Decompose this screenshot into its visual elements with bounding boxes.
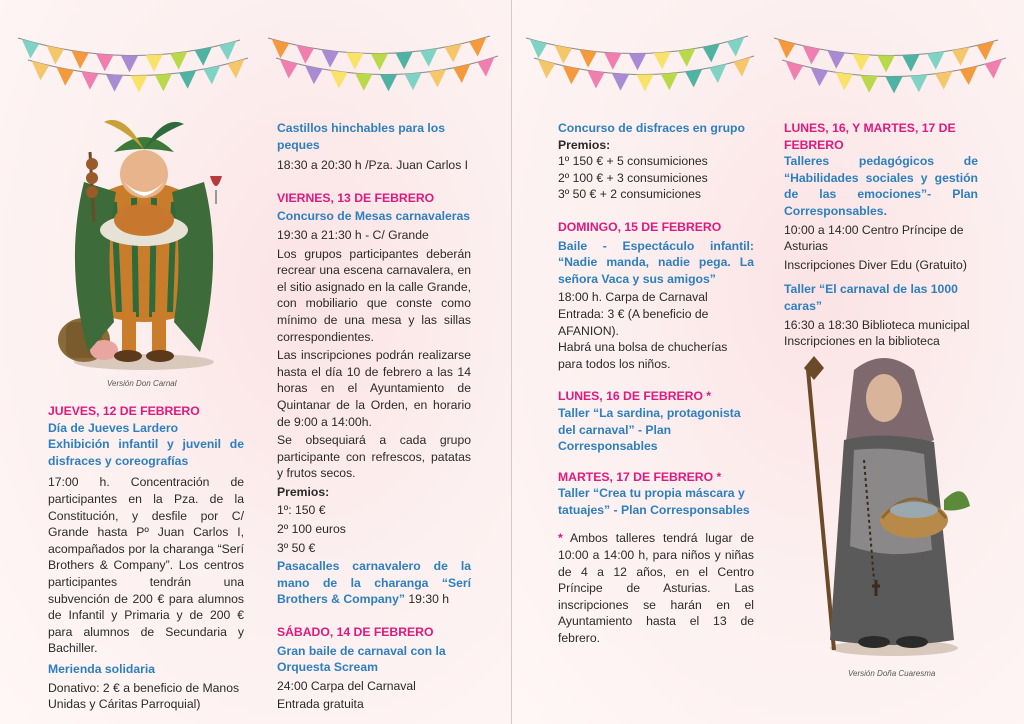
bunting-flag xyxy=(786,61,803,80)
bunting-flag xyxy=(330,70,347,88)
date-viernes: VIERNES, 13 DE FEBRERO xyxy=(277,190,435,205)
bunting-flag xyxy=(685,69,702,87)
date-lunes-martes: LUNES, 16, Y MARTES, 17 DE FEBRERO xyxy=(784,121,956,152)
bunting-flag xyxy=(538,59,555,78)
bunting-flag xyxy=(130,75,147,92)
bunting-flag xyxy=(734,57,751,76)
prize-item: 1º 150 € + 5 consumiciones xyxy=(558,154,708,169)
bunting-flag xyxy=(355,73,372,91)
talleres-inscripciones: Inscripciones Diver Edu (Gratuito) xyxy=(784,257,967,272)
date-martes: MARTES, 17 DE FEBRERO * xyxy=(558,469,722,484)
bunting-flag xyxy=(321,50,338,68)
event-taller-sardina: Taller “La sardina, protagonista del carnaval” - Plan Corresponsables xyxy=(558,405,741,454)
bunting-flag xyxy=(555,45,572,64)
event-taller-mascara: Taller “Crea tu propia máscara y tatuajes” - Plan Corresponsables xyxy=(558,486,750,517)
bunting-flag xyxy=(469,37,486,56)
bunting-flag xyxy=(106,74,123,91)
bunting-flag xyxy=(612,73,629,91)
mesas-paragraph-1: Los grupos participantes deberán recrear una escena carnavalera, en el sitio asignado en la calle Grande, con mobiliario que conste como mínimo de una mesa y las sillas correspondientes. xyxy=(277,246,471,344)
bunting-flag xyxy=(604,52,621,69)
bunting-flag xyxy=(860,75,877,93)
bunting-flag xyxy=(396,52,413,70)
baile-infantil-note: Habrá una bolsa de chucherías para todos los niños. xyxy=(558,340,728,371)
bunting-flag xyxy=(228,59,245,78)
bunting-flag xyxy=(380,74,397,91)
event-exhibicion: Exhibición infantil y juvenil de disfraces y coreografías xyxy=(48,437,244,468)
bunting-flag xyxy=(952,47,969,66)
event-taller-1000-caras: Taller “El carnaval de las 1000 caras” xyxy=(784,282,958,313)
date-lunes: LUNES, 16 DE FEBRERO * xyxy=(558,389,712,404)
taller3-inscripciones: Inscripciones en la biblioteca xyxy=(784,334,940,349)
bunting-flag xyxy=(297,45,314,64)
event-mesas: Concurso de Mesas carnavaleras xyxy=(277,209,471,224)
bunting-flag xyxy=(121,55,138,72)
bunting-flag xyxy=(902,54,919,71)
event-baile-orquesta: Gran baile de carnaval con la Orquesta Scream xyxy=(277,643,446,675)
bunting-flag xyxy=(429,69,446,87)
prize-item: 2º 100 € + 3 consumiciones xyxy=(558,170,708,185)
bunting-flag xyxy=(828,50,845,68)
right-page xyxy=(512,0,1024,724)
talleres-time: 10:00 a 14:00 Centro Príncipe de Asturias xyxy=(784,222,964,254)
talleres-note-text: Ambos talleres tendrá lugar de 10:00 a 14:00 h, para niños y niñas de 4 a 12 años, en el Centro Príncipe de Asturias. Las inscripciones se harán en el Ayuntamiento hasta el 13 de febrero. xyxy=(558,531,754,646)
bunting-flag xyxy=(678,48,695,66)
bunting-flag xyxy=(179,70,196,88)
mesas-paragraph-2: Las inscripciones podrán realizarse hasta el día 10 de febrero a las 14 horas en el Ayuntamiento de Quintanar de la Orden, en horario de 9:00 a 14:00h. xyxy=(277,348,471,429)
bunting-flag xyxy=(661,73,678,91)
bunting-flag xyxy=(778,39,795,58)
bunting-flag xyxy=(935,71,952,89)
bunting-flag xyxy=(155,74,172,92)
date-sabado: SÁBADO, 14 DE FEBRERO xyxy=(277,625,434,640)
column-1 xyxy=(48,403,244,713)
bunting-flag xyxy=(654,52,671,70)
dona-cuaresma-illustration xyxy=(794,350,974,660)
bunting-flag xyxy=(346,52,363,69)
event-concurso-disfraces: Concurso de disfraces en grupo xyxy=(558,121,745,135)
baile-infantil-entry: Entrada: 3 € (A beneficio de AFANION). xyxy=(558,306,709,338)
bunting-flag xyxy=(927,52,944,70)
bunting-flag xyxy=(885,76,902,93)
pasacalles-time: 19:30 h xyxy=(405,592,450,607)
bunting-flag xyxy=(280,59,298,78)
bunting-flag xyxy=(81,72,98,90)
bunting-flag xyxy=(629,53,646,70)
event-merienda: Merienda solidaria xyxy=(48,661,156,676)
bunting-flag xyxy=(579,50,596,68)
column-3 xyxy=(558,120,754,647)
prize-item: 1º: 150 € xyxy=(277,503,326,518)
premios-label: Premios: xyxy=(277,484,330,499)
event-baile-infantil: Baile - Espectáculo infantil: “Nadie manda, nadie pega. La señora Vaca y sus amigos” xyxy=(558,238,754,286)
bunting-flag xyxy=(146,54,163,71)
mesas-paragraph-3: Se obsequiará a cada grupo participante con refrescos, patatas y frutos secos. xyxy=(277,433,471,481)
bunting-flag xyxy=(587,70,604,88)
bunting-flag xyxy=(852,54,869,72)
bunting-flag xyxy=(478,57,495,76)
bunting-flag xyxy=(195,47,212,66)
bunting-flag xyxy=(727,37,744,56)
exhibicion-text: 17:00 h. Concentración de participantes en la Pza. de la Constitución, y desfile por C/ Grande hasta Pº Juan Carlos I, acompañados por la charanga “Serí Brothers & Company”. Los centros participantes tendrán una subvención de 200 € para alumnos de Infantil y Primaria y de 200 € para alumnos de Secundaria y Bachiller. xyxy=(48,475,244,656)
bunting-flag xyxy=(71,50,88,68)
bunting-flag xyxy=(405,73,422,91)
event-jueves-lardero: Día de Jueves Lardero xyxy=(48,420,179,435)
castillos-time: 18:30 a 20:30 h /Pza. Juan Carlos I xyxy=(277,158,469,173)
event-talleres-pedagogicos: Talleres pedagógicos de “Habilidades sociales y gestión de las emociones”- Plan Corresponsables. xyxy=(784,154,978,218)
bunting-garland-right xyxy=(512,0,1024,120)
bunting-flag xyxy=(96,54,113,72)
column-4 xyxy=(784,120,978,350)
baile-entry: Entrada gratuita xyxy=(277,697,364,712)
bunting-flag xyxy=(977,41,994,60)
bunting-flag xyxy=(420,48,437,66)
talleres-note xyxy=(558,530,754,646)
prize-item: 2º 100 euros xyxy=(277,522,346,537)
caption-don-carnal: Versión Don Carnal xyxy=(107,379,177,388)
premios-label: Premios: xyxy=(558,137,611,152)
don-carnal-illustration xyxy=(44,112,244,374)
event-castillos: Castillos hinchables para los peques xyxy=(277,121,445,152)
caption-dona-cuaresma: Versión Doña Cuaresma xyxy=(848,669,936,678)
bunting-garland-left xyxy=(0,0,512,120)
taller3-time: 16:30 a 18:30 Biblioteca municipal xyxy=(784,317,970,332)
event-pasacalles xyxy=(277,558,471,608)
pasacalles-title: Pasacalles carnavalero de la mano de la charanga “Serí Brothers & Company” xyxy=(277,559,471,607)
bunting-flag xyxy=(877,55,894,72)
bunting-flag xyxy=(170,52,187,70)
bunting-flag xyxy=(910,75,927,93)
bunting-flag xyxy=(57,67,74,86)
asterisk: * xyxy=(558,531,563,546)
bunting-flag xyxy=(219,41,236,60)
baile-time: 24:00 Carpa del Carnaval xyxy=(277,678,416,693)
bunting-flag xyxy=(32,61,49,80)
bunting-flag xyxy=(530,39,547,58)
prize-item: 3º 50 € xyxy=(277,540,316,555)
bunting-flag xyxy=(22,39,39,58)
mesas-time: 19:30 a 21:30 h - C/ Grande xyxy=(277,227,429,242)
prize-item: 3º 50 € + 2 consumiciones xyxy=(558,187,702,202)
date-jueves: JUEVES, 12 DE FEBRERO xyxy=(48,404,200,418)
baile-infantil-time: 18:00 h. Carpa de Carnaval xyxy=(558,290,708,305)
bunting-flag xyxy=(636,74,653,91)
bunting-flag xyxy=(836,72,853,90)
column-2 xyxy=(277,120,471,713)
date-domingo: DOMINGO, 15 DE FEBRERO xyxy=(558,219,722,234)
bunting-flag xyxy=(272,39,289,58)
merienda-text: Donativo: 2 € a beneficio de Manos Unidas y Cáritas Parroquial) xyxy=(48,680,240,712)
bunting-flag xyxy=(985,59,1002,78)
bunting-flag xyxy=(371,53,388,70)
